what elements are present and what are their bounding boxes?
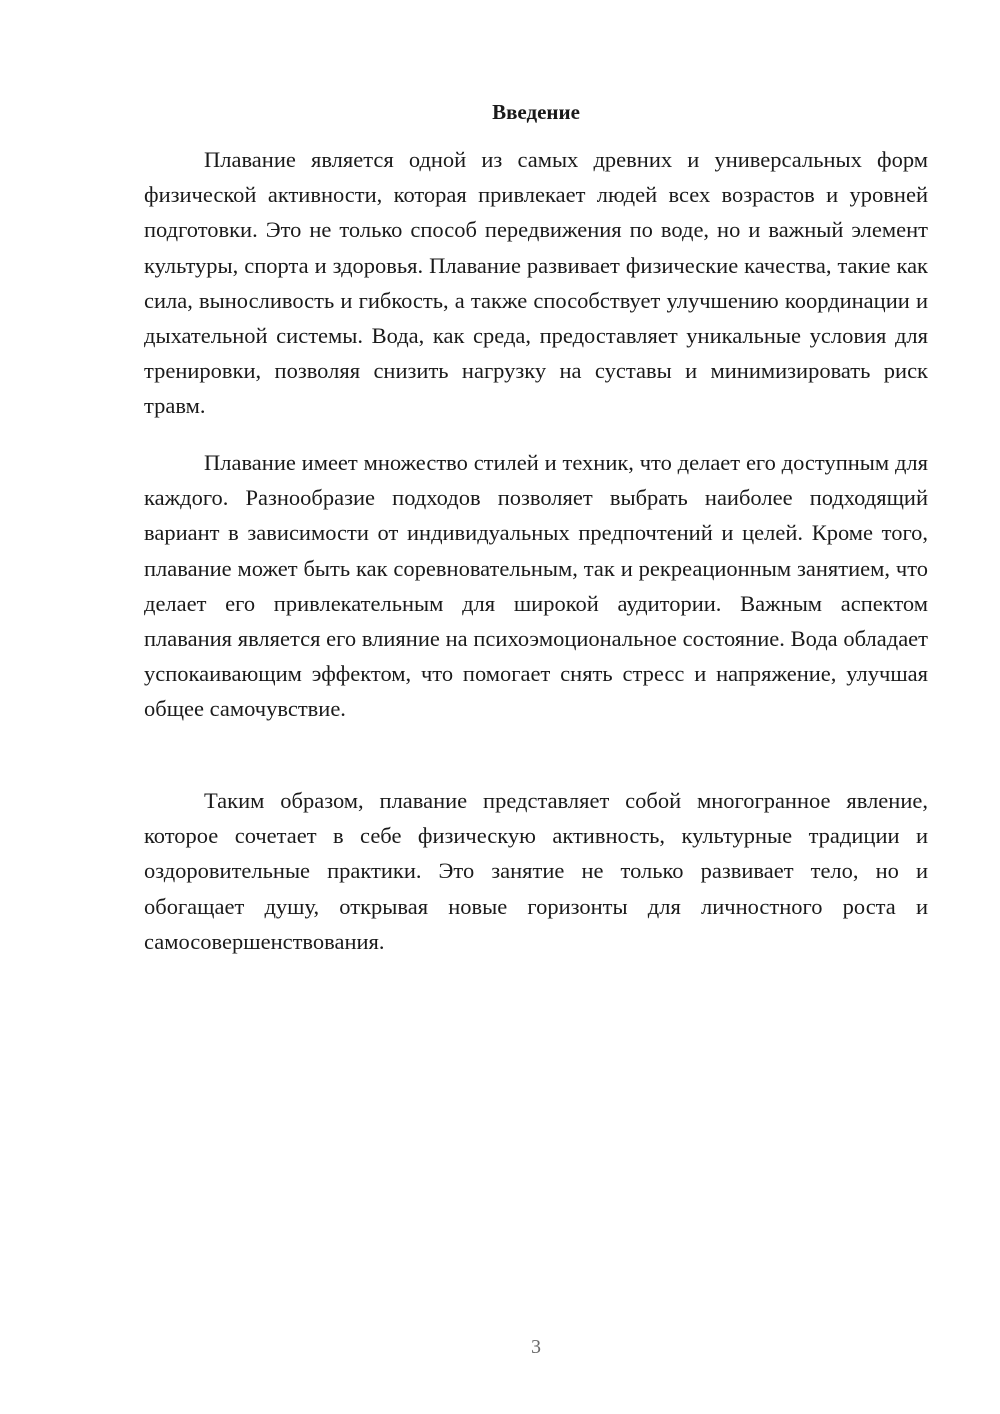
paragraph-3: Таким образом, плавание представляет собой многогранное явление, которое сочетает в себе физическую активность, культурные традиции и оздоровительные практики. Это занятие не только развивает тело, но и обогащает душу, открывая новые горизонты для личностного роста и самосовершенствования.	[144, 788, 928, 954]
paragraph-1: Плавание является одной из самых древних и универсальных форм физической активности, которая привлекает людей всех возрастов и уровней подготовки. Это не только способ передвижения по воде, но и важный элемент культуры, спорта и здоровья. Плавание развивает физические качества, такие как сила, выносливость и гибкость, а также способствует улучшению координации и дыхательной системы. Вода, как среда, предоставляет уникальные условия для тренировки, позволяя снизить нагрузку на суставы и минимизировать риск травм.	[144, 147, 928, 419]
section-heading: Введение	[492, 100, 580, 124]
paragraph-2: Плавание имеет множество стилей и техник, что делает его доступным для каждого. Разнообразие подходов позволяет выбрать наиболее подходящий вариант в зависимости от индивидуальных предпочтений и целей. Кроме того, плавание может быть как соревновательным, так и рекреационным занятием, что делает его привлекательным для широкой аудитории. Важным аспектом плавания является его влияние на психоэмоциональное состояние. Вода обладает успокаивающим эффектом, что помогает снять стресс и напряжение, улучшая общее самочувствие.	[144, 450, 928, 722]
page-number: 3	[531, 1336, 541, 1358]
